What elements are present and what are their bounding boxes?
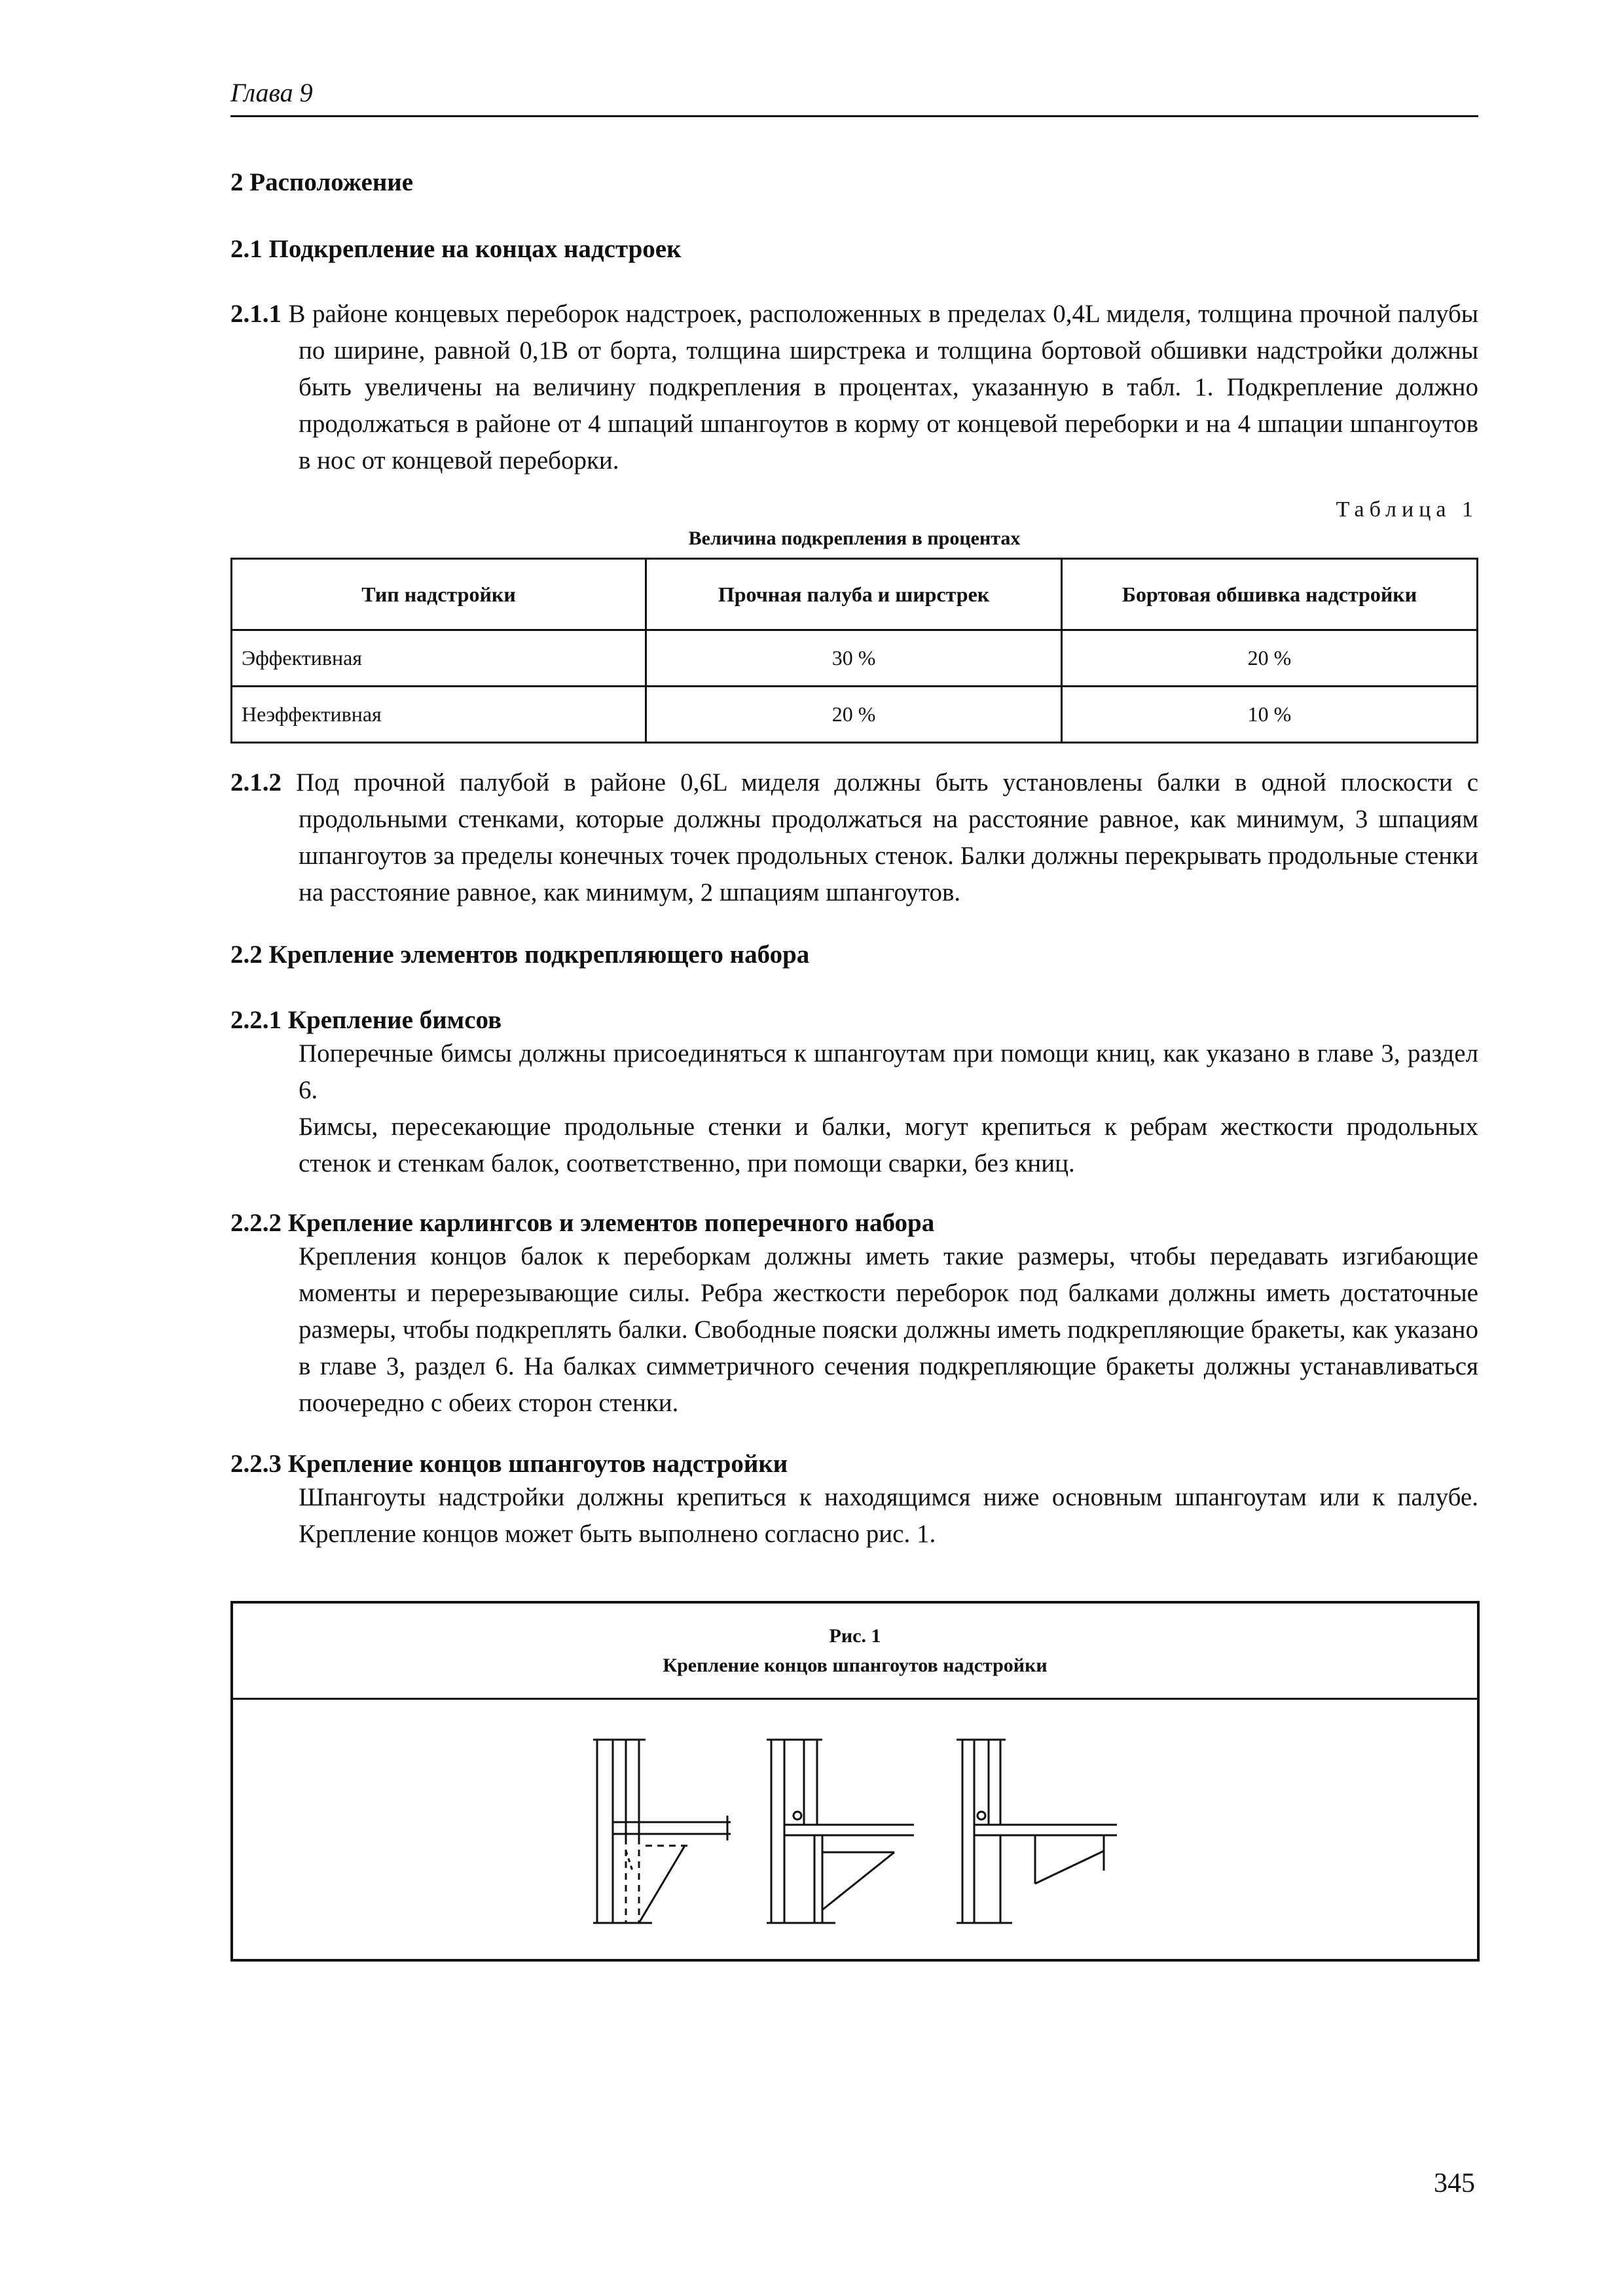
running-head: Глава 9 bbox=[230, 78, 313, 107]
section-2-2-3-heading: 2.2.3 Крепление концов шпангоутов надстройки bbox=[230, 1450, 788, 1478]
page-number: 345 bbox=[1434, 2168, 1475, 2198]
figure-caption: Крепление концов шпангоутов надстройки bbox=[663, 1655, 1048, 1676]
detail-bracket-connection bbox=[593, 1740, 731, 1923]
table-header-cell: Бортовая обшивка надстройки bbox=[1062, 559, 1478, 630]
paragraph-number: 2.1.2 bbox=[230, 768, 282, 797]
table-cell: 10 % bbox=[1062, 687, 1478, 743]
paragraph-2-1-2 bbox=[230, 764, 1478, 911]
frame-end-connections-drawing bbox=[233, 1700, 1477, 1956]
detail-welded-connection bbox=[767, 1740, 914, 1923]
table-label: Таблица 1 bbox=[1336, 497, 1478, 522]
section-2-2-3-para1: Шпангоуты надстройки должны крепиться к находящимся ниже основным шпангоутам или к палубе. Крепление концов может быть выполнено согласно рис. 1. bbox=[299, 1483, 1478, 1548]
paragraph-2-1-1 bbox=[230, 296, 1478, 479]
table-cell: Эффективная bbox=[232, 630, 646, 687]
section-2-1-heading: 2.1 Подкрепление на концах надстроек bbox=[230, 235, 682, 263]
section-2-2-2-heading: 2.2.2 Крепление карлингсов и элементов поперечного набора bbox=[230, 1209, 935, 1237]
table-cell: 20 % bbox=[646, 687, 1062, 743]
section-2-2-2-para1: Крепления концов балок к переборкам должны иметь такие размеры, чтобы передавать изгибающие моменты и перерезывающие силы. Ребра жесткости переборок под балками должны иметь достаточные размеры, чтобы подкреплять балки. Свободные пояски должны иметь подкрепляющие бракеты, как указано в главе 3, раздел 6. На балках симметричного сечения подкрепляющие бракеты должны устанавливаться поочередно с обеих сторон стенки. bbox=[299, 1242, 1478, 1417]
table-header-row bbox=[232, 559, 1478, 630]
table-cell: 30 % bbox=[646, 630, 1062, 687]
table-title: Величина подкрепления в процентах bbox=[688, 528, 1021, 549]
figure-label: Рис. 1 bbox=[829, 1625, 881, 1647]
header-rule bbox=[230, 115, 1478, 117]
detail-deck-connection bbox=[957, 1740, 1117, 1923]
section-2-2-1-heading: 2.2.1 Крепление бимсов bbox=[230, 1006, 502, 1034]
section-2-2-1-para2: Бимсы, пересекающие продольные стенки и балки, могут крепиться к ребрам жесткости продольных стенок и стенкам балок, соответственно, при помощи сварки, без книц. bbox=[299, 1113, 1478, 1177]
table-cell: 20 % bbox=[1062, 630, 1478, 687]
figure-divider bbox=[230, 1698, 1480, 1700]
reinforcement-table bbox=[230, 558, 1478, 744]
section-2-heading: 2 Расположение bbox=[230, 168, 414, 196]
section-2-2-1-para1: Поперечные бимсы должны присоединяться к шпангоутам при помощи книц, как указано в главе 3, раздел 6. bbox=[299, 1039, 1478, 1104]
table-header-cell: Тип надстройки bbox=[232, 559, 646, 630]
section-2-2-heading: 2.2 Крепление элементов подкрепляющего набора bbox=[230, 941, 810, 969]
table-row bbox=[232, 630, 1478, 687]
paragraph-number: 2.1.1 bbox=[230, 300, 282, 328]
table-header-cell: Прочная палуба и ширстрек bbox=[646, 559, 1062, 630]
table-cell: Неэффективная bbox=[232, 687, 646, 743]
table-row bbox=[232, 687, 1478, 743]
paragraph-text: Под прочной палубой в районе 0,6L миделя должны быть установлены балки в одной плоскости с продольными стенками, которые должны продолжаться на расстояние равное, как минимум, 3 шпациям шпангоутов за пределы конечных точек продольных стенок. Балки должны перекрывать продольные стенки на расстояние равное, как минимум, 2 шпациям шпангоутов. bbox=[296, 768, 1479, 906]
paragraph-text: В районе концевых переборок надстроек, расположенных в пределах 0,4L миделя, толщина прочной палубы по ширине, равной 0,1B от борта, толщина ширстрека и толщина бортовой обшивки надстройки должны быть увеличены на величину подкрепления в процентах, указанную в табл. 1. Подкрепление должно продолжаться в районе от 4 шпаций шпангоутов в корму от концевой переборки и на 4 шпации шпангоутов в нос от концевой переборки. bbox=[288, 300, 1478, 475]
